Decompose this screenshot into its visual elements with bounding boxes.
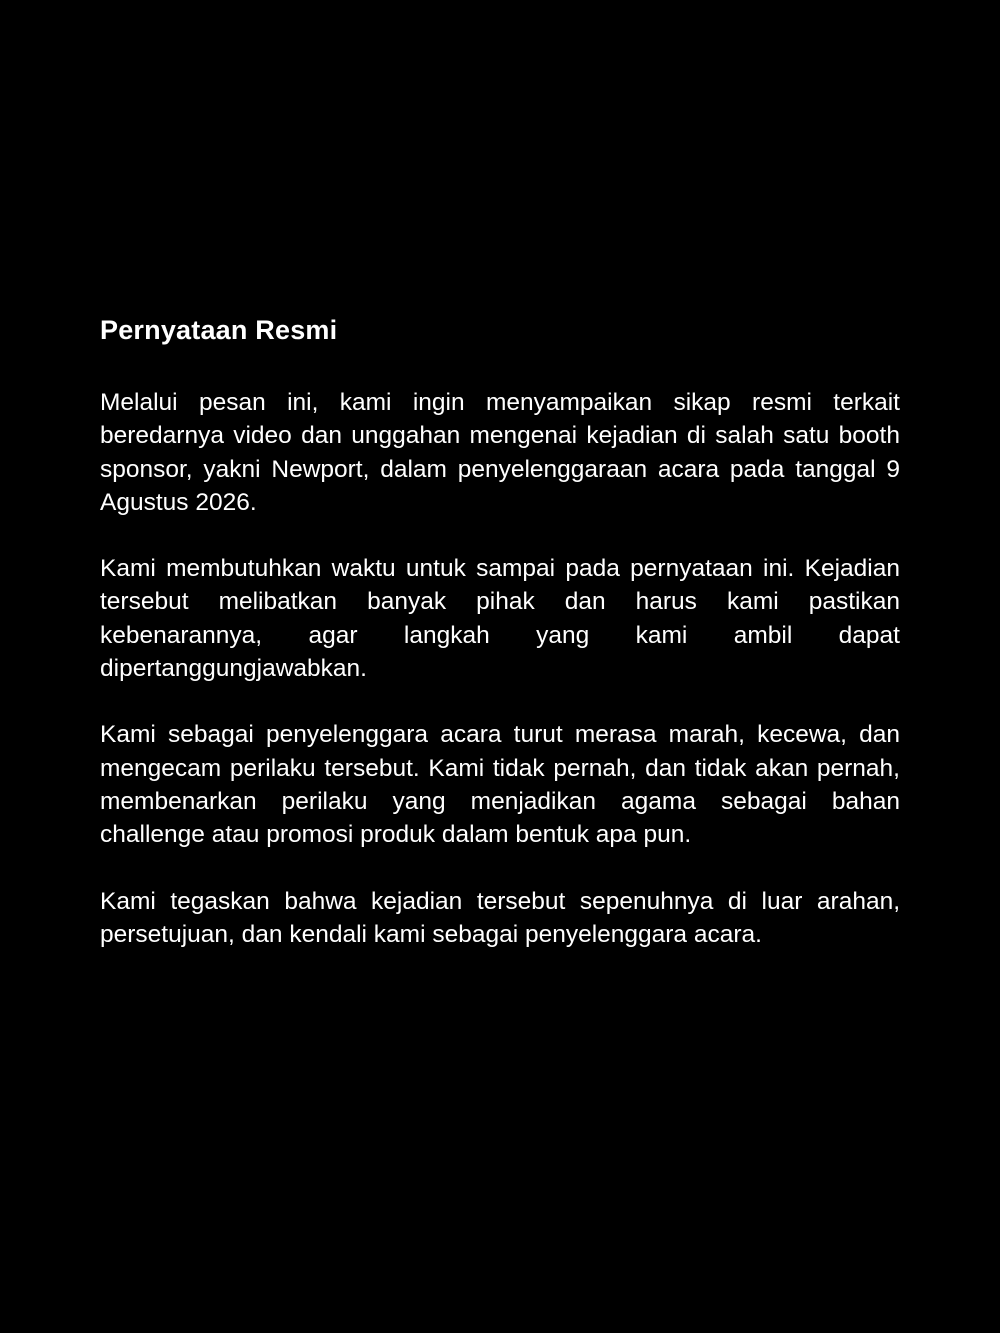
statement-paragraph-4: Kami tegaskan bahwa kejadian tersebut sepenuhnya di luar arahan, persetujuan, dan kendali kami sebagai penyelenggara acara. — [100, 887, 900, 948]
statement-paragraph-1: Melalui pesan ini, kami ingin menyampaikan sikap resmi terkait beredarnya video dan unggahan mengenai kejadian di salah satu booth sponsor, yakni Newport, dalam penyelenggaraan acara pada tanggal 9 Agustus 2026. — [100, 389, 900, 516]
statement-paragraph-3: Kami sebagai penyelenggara acara turut merasa marah, kecewa, dan mengecam perilaku tersebut. Kami tidak pernah, dan tidak akan pernah, membenarkan perilaku yang menjadikan agama sebagai bahan challenge atau promosi produk dalam bentuk apa pun. — [100, 721, 900, 849]
statement-paragraph-2: Kami membutuhkan waktu untuk sampai pada pernyataan ini. Kejadian tersebut melibatkan banyak pihak dan harus kami pastikan kebenarannya, agar langkah yang kami ambil dapat dipertanggungjawabkan. — [100, 555, 900, 683]
official-statement — [100, 310, 900, 984]
statement-title: Pernyataan Resmi — [100, 315, 338, 345]
